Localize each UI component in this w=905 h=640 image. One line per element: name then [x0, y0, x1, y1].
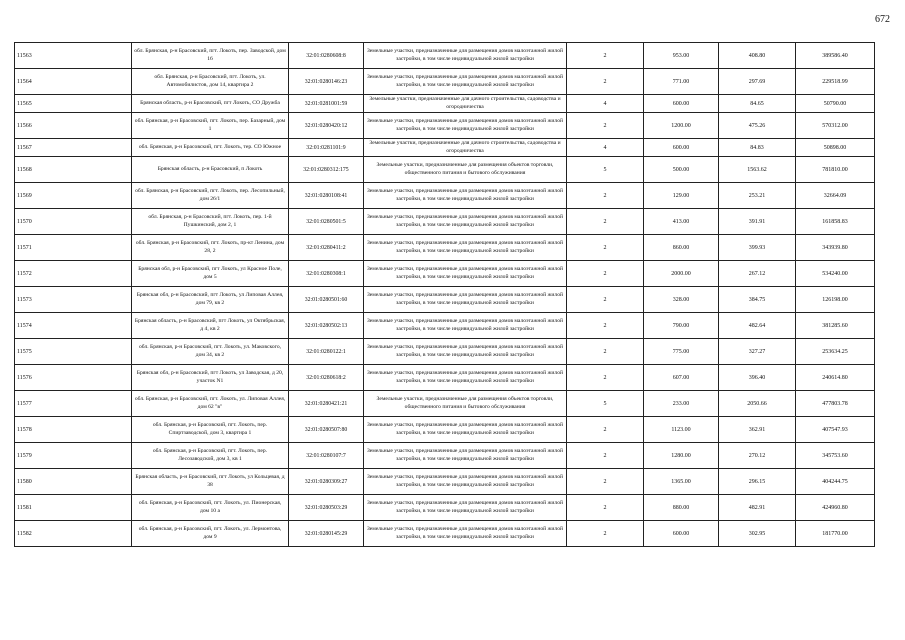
specific-value-cell: 302.95 — [719, 521, 796, 547]
permitted-use-cell: Земельные участки, предназначенные для размещения домов малоэтажной жилой застройки, в том числе индивидуальной жилой застройки — [364, 365, 567, 391]
group-cell: 2 — [567, 209, 644, 235]
address-cell: обл. Брянская, р-н Брасовский, пгт. Локоть, пер. Спиртзаводской, дом 3, квартира 1 — [132, 417, 289, 443]
row-number: 11577 — [15, 391, 132, 417]
cadastral-number-cell: 32:01:0280309:27 — [289, 469, 364, 495]
cadastral-value-cell: 477803.78 — [796, 391, 875, 417]
specific-value-cell: 270.12 — [719, 443, 796, 469]
address-cell: обл. Брянская, р-н Брасовский, пгт. Локоть, пер. Базарный, дом 1 — [132, 113, 289, 139]
row-number: 11578 — [15, 417, 132, 443]
cadastral-number-cell: 32:01:0280501:5 — [289, 209, 364, 235]
table-row — [15, 417, 875, 443]
cadastral-number-cell: 32:01:0280108:41 — [289, 183, 364, 209]
group-cell: 2 — [567, 261, 644, 287]
cadastral-number-cell: 32:01:0280507:80 — [289, 417, 364, 443]
permitted-use-cell: Земельные участки, предназначенные для дачного строительства, садоводства и огородничества — [364, 95, 567, 113]
cadastral-value-cell: 50790.00 — [796, 95, 875, 113]
specific-value-cell: 399.93 — [719, 235, 796, 261]
cadastral-number-cell: 32:01:0281001:59 — [289, 95, 364, 113]
cadastral-value-cell: 407547.93 — [796, 417, 875, 443]
permitted-use-cell: Земельные участки, предназначенные для размещения домов малоэтажной жилой застройки, в том числе индивидуальной жилой застройки — [364, 495, 567, 521]
cadastral-value-cell: 126198.00 — [796, 287, 875, 313]
table-row — [15, 469, 875, 495]
area-cell: 775.00 — [644, 339, 719, 365]
cadastral-number-cell: 32:01:0280146:23 — [289, 69, 364, 95]
cadastral-value-cell: 32664.09 — [796, 183, 875, 209]
row-number: 11571 — [15, 235, 132, 261]
permitted-use-cell: Земельные участки, предназначенные для размещения домов малоэтажной жилой застройки, в том числе индивидуальной жилой застройки — [364, 235, 567, 261]
cadastral-value-cell: 570312.00 — [796, 113, 875, 139]
cadastral-value-cell: 50898.00 — [796, 139, 875, 157]
permitted-use-cell: Земельные участки, предназначенные для размещения домов малоэтажной жилой застройки, в том числе индивидуальной жилой застройки — [364, 183, 567, 209]
row-number: 11582 — [15, 521, 132, 547]
table-row — [15, 235, 875, 261]
table-row — [15, 521, 875, 547]
specific-value-cell: 1563.62 — [719, 157, 796, 183]
permitted-use-cell: Земельные участки, предназначенные для дачного строительства, садоводства и огородничества — [364, 139, 567, 157]
row-number: 11566 — [15, 113, 132, 139]
cadastral-number-cell: 32:01:0280503:29 — [289, 495, 364, 521]
cadastral-number-cell: 32:01:0280145:29 — [289, 521, 364, 547]
group-cell: 2 — [567, 183, 644, 209]
row-number: 11570 — [15, 209, 132, 235]
specific-value-cell: 253.21 — [719, 183, 796, 209]
permitted-use-cell: Земельные участки, предназначенные для размещения домов малоэтажной жилой застройки, в том числе индивидуальной жилой застройки — [364, 69, 567, 95]
address-cell: Брянская область, р-н Брасовский, пгт Локоть, ул Октябрьская, д 4, кв 2 — [132, 313, 289, 339]
group-cell: 2 — [567, 365, 644, 391]
cadastral-number-cell: 32:01:0280107:7 — [289, 443, 364, 469]
cadastral-value-cell: 343939.80 — [796, 235, 875, 261]
area-cell: 860.00 — [644, 235, 719, 261]
table-row — [15, 261, 875, 287]
area-cell: 1365.00 — [644, 469, 719, 495]
cadastral-number-cell: 32:01:0280122:1 — [289, 339, 364, 365]
group-cell: 2 — [567, 287, 644, 313]
area-cell: 500.00 — [644, 157, 719, 183]
row-number: 11574 — [15, 313, 132, 339]
address-cell: Брянская обл, р-н Брасовский, пгт Локоть, ул Красное Поле, дом 5 — [132, 261, 289, 287]
permitted-use-cell: Земельные участки, предназначенные для размещения домов малоэтажной жилой застройки, в том числе индивидуальной жилой застройки — [364, 313, 567, 339]
row-number: 11580 — [15, 469, 132, 495]
area-cell: 1280.00 — [644, 443, 719, 469]
table-row — [15, 209, 875, 235]
table-row — [15, 391, 875, 417]
group-cell: 2 — [567, 417, 644, 443]
table-row — [15, 339, 875, 365]
row-number: 11579 — [15, 443, 132, 469]
cadastral-value-cell: 253634.25 — [796, 339, 875, 365]
table-row — [15, 157, 875, 183]
cadastral-value-cell: 381285.60 — [796, 313, 875, 339]
specific-value-cell: 297.69 — [719, 69, 796, 95]
row-number: 11565 — [15, 95, 132, 113]
address-cell: обл. Брянская, р-н Брасовский, пгт. Локоть, ул. Липовая Аллея, дом 62 "в" — [132, 391, 289, 417]
address-cell: Брянская обл, р-н Брасовский, пгт Локоть, ул Липовая Аллея, дом 79, кв 2 — [132, 287, 289, 313]
permitted-use-cell: Земельные участки, предназначенные для размещения домов малоэтажной жилой застройки, в том числе индивидуальной жилой застройки — [364, 209, 567, 235]
address-cell: Брянская область, р-н Брасовский, п Локоть — [132, 157, 289, 183]
row-number: 11563 — [15, 43, 132, 69]
group-cell: 2 — [567, 235, 644, 261]
specific-value-cell: 84.83 — [719, 139, 796, 157]
table-row — [15, 183, 875, 209]
cadastral-number-cell: 32:01:0280502:13 — [289, 313, 364, 339]
table-row — [15, 113, 875, 139]
cadastral-number-cell: 32:01:0280501:60 — [289, 287, 364, 313]
permitted-use-cell: Земельные участки, предназначенные для размещения домов малоэтажной жилой застройки, в том числе индивидуальной жилой застройки — [364, 113, 567, 139]
cadastral-value-cell: 389586.40 — [796, 43, 875, 69]
cadastral-value-cell: 781810.00 — [796, 157, 875, 183]
specific-value-cell: 391.91 — [719, 209, 796, 235]
table-row — [15, 43, 875, 69]
cadastral-value-cell: 240614.80 — [796, 365, 875, 391]
table-row — [15, 287, 875, 313]
row-number: 11573 — [15, 287, 132, 313]
address-cell: обл. Брянская, р-н Брасовский, пгт. Локоть, ул. Маковского, дом 34, кв 2 — [132, 339, 289, 365]
table-row — [15, 95, 875, 113]
area-cell: 790.00 — [644, 313, 719, 339]
area-cell: 129.00 — [644, 183, 719, 209]
table-row — [15, 495, 875, 521]
group-cell: 2 — [567, 313, 644, 339]
cadastral-value-cell: 181770.00 — [796, 521, 875, 547]
cadastral-value-cell: 161858.83 — [796, 209, 875, 235]
cadastral-value-cell: 424960.80 — [796, 495, 875, 521]
area-cell: 600.00 — [644, 139, 719, 157]
group-cell: 4 — [567, 139, 644, 157]
address-cell: обл. Брянская, р-н Брасовский, пгт. Локоть, пер. Заводской, дом 16 — [132, 43, 289, 69]
specific-value-cell: 84.65 — [719, 95, 796, 113]
group-cell: 2 — [567, 443, 644, 469]
cadastral-value-cell: 404244.75 — [796, 469, 875, 495]
row-number: 11576 — [15, 365, 132, 391]
specific-value-cell: 2050.66 — [719, 391, 796, 417]
area-cell: 1123.00 — [644, 417, 719, 443]
permitted-use-cell: Земельные участки, предназначенные для размещения домов малоэтажной жилой застройки, в том числе индивидуальной жилой застройки — [364, 43, 567, 69]
specific-value-cell: 482.64 — [719, 313, 796, 339]
group-cell: 2 — [567, 69, 644, 95]
area-cell: 328.00 — [644, 287, 719, 313]
cadastral-number-cell: 32:01:0281101:9 — [289, 139, 364, 157]
land-registry-table — [14, 42, 875, 547]
area-cell: 607.00 — [644, 365, 719, 391]
specific-value-cell: 327.27 — [719, 339, 796, 365]
specific-value-cell: 296.15 — [719, 469, 796, 495]
specific-value-cell: 396.40 — [719, 365, 796, 391]
cadastral-value-cell: 229518.99 — [796, 69, 875, 95]
cadastral-number-cell: 32:01:0280618:2 — [289, 365, 364, 391]
cadastral-number-cell: 32:01:0280308:1 — [289, 261, 364, 287]
group-cell: 5 — [567, 157, 644, 183]
cadastral-number-cell: 32:01:0280608:8 — [289, 43, 364, 69]
page-number: 672 — [875, 14, 890, 25]
address-cell: обл. Брянская, р-н Брасовский, пгт. Локоть, тер. СО Южное — [132, 139, 289, 157]
area-cell: 880.00 — [644, 495, 719, 521]
row-number: 11564 — [15, 69, 132, 95]
permitted-use-cell: Земельные участки, предназначенные для размещения домов малоэтажной жилой застройки, в том числе индивидуальной жилой застройки — [364, 339, 567, 365]
address-cell: обл. Брянская, р-н Брасовский, пгт. Локоть, ул. Пионерская, дом 10 а — [132, 495, 289, 521]
permitted-use-cell: Земельные участки, предназначенные для размещения домов малоэтажной жилой застройки, в том числе индивидуальной жилой застройки — [364, 287, 567, 313]
permitted-use-cell: Земельные участки, предназначенные для размещения домов малоэтажной жилой застройки, в том числе индивидуальной жилой застройки — [364, 261, 567, 287]
specific-value-cell: 475.26 — [719, 113, 796, 139]
area-cell: 600.00 — [644, 95, 719, 113]
area-cell: 2000.00 — [644, 261, 719, 287]
cadastral-number-cell: 32:01:0280411:2 — [289, 235, 364, 261]
permitted-use-cell: Земельные участки, предназначенные для размещения объектов торговли, общественного питания и бытового обслуживания — [364, 157, 567, 183]
permitted-use-cell: Земельные участки, предназначенные для размещения объектов торговли, общественного питания и бытового обслуживания — [364, 391, 567, 417]
permitted-use-cell: Земельные участки, предназначенные для размещения домов малоэтажной жилой застройки, в том числе индивидуальной жилой застройки — [364, 521, 567, 547]
cadastral-number-cell: 32:01:0280420:12 — [289, 113, 364, 139]
row-number: 11567 — [15, 139, 132, 157]
table-row — [15, 313, 875, 339]
area-cell: 771.00 — [644, 69, 719, 95]
area-cell: 600.00 — [644, 521, 719, 547]
permitted-use-cell: Земельные участки, предназначенные для размещения домов малоэтажной жилой застройки, в том числе индивидуальной жилой застройки — [364, 417, 567, 443]
address-cell: обл. Брянская, р-н Брасовский, пгт. Локоть, пер. Лесозаводской, дом 3, кв 1 — [132, 443, 289, 469]
group-cell: 5 — [567, 391, 644, 417]
area-cell: 1200.00 — [644, 113, 719, 139]
group-cell: 2 — [567, 339, 644, 365]
row-number: 11569 — [15, 183, 132, 209]
address-cell: обл. Брянская, р-н Брасовский, пгт. Локоть, пер. 1-й Пушкинский, дом 2, 1 — [132, 209, 289, 235]
address-cell: Брянская обл, р-н Брасовский, пгт Локоть, ул Заводская, д 20, участок N1 — [132, 365, 289, 391]
specific-value-cell: 482.91 — [719, 495, 796, 521]
cadastral-value-cell: 345753.60 — [796, 443, 875, 469]
table-row — [15, 365, 875, 391]
group-cell: 2 — [567, 469, 644, 495]
address-cell: Брянская область, р-н Брасовский, пгт Локоть, СО Дружба — [132, 95, 289, 113]
group-cell: 4 — [567, 95, 644, 113]
table-row — [15, 443, 875, 469]
address-cell: Брянская область, р-н Брасовский, пгт Локоть, ул Кольцевая, д 38 — [132, 469, 289, 495]
permitted-use-cell: Земельные участки, предназначенные для размещения домов малоэтажной жилой застройки, в том числе индивидуальной жилой застройки — [364, 443, 567, 469]
specific-value-cell: 362.91 — [719, 417, 796, 443]
area-cell: 413.00 — [644, 209, 719, 235]
table-row — [15, 139, 875, 157]
specific-value-cell: 408.80 — [719, 43, 796, 69]
address-cell: обл. Брянская, р-н Брасовский, пгт. Локоть, ул. Автомобилистов, дом 14, квартира 2 — [132, 69, 289, 95]
address-cell: обл. Брянская, р-н Брасовский, пгт. Локоть, ул. Лермонтова, дом 9 — [132, 521, 289, 547]
area-cell: 953.00 — [644, 43, 719, 69]
specific-value-cell: 384.75 — [719, 287, 796, 313]
row-number: 11575 — [15, 339, 132, 365]
group-cell: 2 — [567, 113, 644, 139]
specific-value-cell: 267.12 — [719, 261, 796, 287]
cadastral-number-cell: 32:01:0280312:175 — [289, 157, 364, 183]
address-cell: обл. Брянская, р-н Брасовский, пгт. Локоть, пер. Лесопильный, дом 26/1 — [132, 183, 289, 209]
group-cell: 2 — [567, 521, 644, 547]
address-cell: обл. Брянская, р-н Брасовский, пгт. Локоть, пр-кт Ленина, дом 28, 2 — [132, 235, 289, 261]
cadastral-number-cell: 32:01:0280421:21 — [289, 391, 364, 417]
group-cell: 2 — [567, 43, 644, 69]
row-number: 11572 — [15, 261, 132, 287]
table-row — [15, 69, 875, 95]
row-number: 11581 — [15, 495, 132, 521]
permitted-use-cell: Земельные участки, предназначенные для размещения домов малоэтажной жилой застройки, в том числе индивидуальной жилой застройки — [364, 469, 567, 495]
area-cell: 233.00 — [644, 391, 719, 417]
group-cell: 2 — [567, 495, 644, 521]
row-number: 11568 — [15, 157, 132, 183]
cadastral-value-cell: 534240.00 — [796, 261, 875, 287]
table-body — [15, 43, 875, 547]
